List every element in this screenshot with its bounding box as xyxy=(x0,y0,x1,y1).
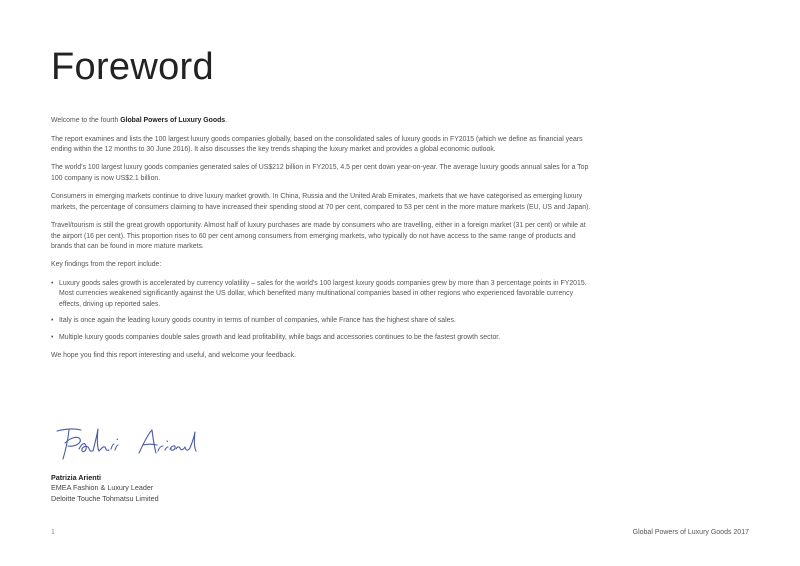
body-text xyxy=(51,116,591,370)
intro-prefix: Welcome to the fourth xyxy=(51,117,121,124)
author-role: EMEA Fashion & Luxury Leader xyxy=(51,483,154,493)
closing-paragraph: We hope you find this report interesting and useful, and welcome your feedback. xyxy=(51,352,297,360)
author-name: Patrizia Arienti xyxy=(51,473,102,482)
paragraph: Consumers in emerging markets continue to drive luxury market growth. In China, Russia and the United Arab Emirates, markets that we have categorised as emerging luxury markets, the percentage of consumers claiming to have increased their spending stood at 70 per cent, compared to 53 per cent in the more mature markets (EU, US and Japan). xyxy=(51,193,591,211)
paragraph: The report examines and lists the 100 largest luxury goods companies globally, based on the consolidated sales of luxury goods in FY2015 (which we define as financial years ending within the 12 months to 30 June 2016). It also discusses the key trends shaping the luxury market and provides a global economic outlook. xyxy=(51,135,583,153)
author-block xyxy=(51,473,159,504)
key-findings-list xyxy=(51,279,591,343)
intro-suffix: . xyxy=(225,117,228,124)
signature-image xyxy=(51,421,201,469)
key-findings-intro: Key findings from the report include: xyxy=(51,261,162,269)
paragraph: The world's 100 largest luxury goods companies generated sales of US$212 billion in FY2015, 4.5 per cent down year-on-year. The average luxury goods annual sales for a Top 100 company is now US$2.1 billion. xyxy=(51,164,589,182)
paragraph: Travel/tourism is still the great growth opportunity. Almost half of luxury purchases are made by consumers who are travelling, either in a foreign market (31 per cent) or while at the airport (16 per cent). This proportion rises to 60 per cent among consumers from emerging markets, who typically do not have access to the same range of products and brands that can be found in more mature markets. xyxy=(51,222,586,250)
list-item: • Italy is once again the leading luxury goods country in terms of number of companies, while France has the highest share of sales. xyxy=(51,316,591,326)
author-company: Deloitte Touche Tohmatsu Limited xyxy=(51,493,159,503)
page-title: Foreword xyxy=(51,46,214,88)
footer-publication-title: Global Powers of Luxury Goods 2017 xyxy=(632,529,749,536)
list-item: • Luxury goods sales growth is accelerated by currency volatility – sales for the world's 100 largest luxury goods companies grew by more than 3 percentage points in FY2015. Most currencies weakened significantly against the US dollar, which benefited many multinational companies based in other regions who experienced favorable currency effects, driving up reported sales. xyxy=(51,279,591,310)
intro-paragraph xyxy=(51,116,591,126)
page-number: 1 xyxy=(51,529,55,536)
report-name: Global Powers of Luxury Goods xyxy=(120,117,226,124)
list-item: • Multiple luxury goods companies double sales growth and lead profitability, while bags and accessories continues to be the fastest growth sector. xyxy=(51,333,591,343)
